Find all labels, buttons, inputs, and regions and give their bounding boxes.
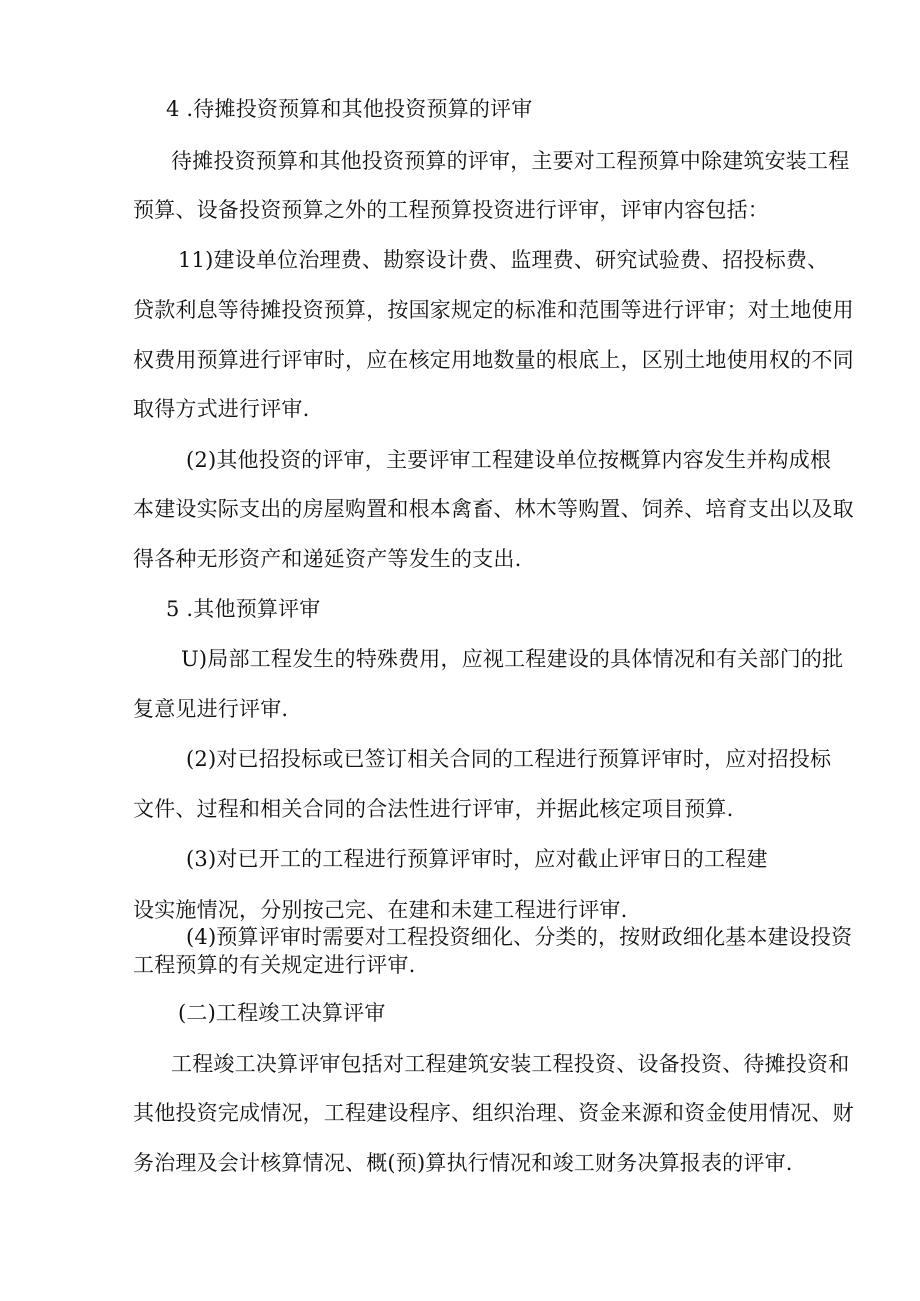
paragraph-line: 设实施情况，分别按己完、在建和未建工程进行评审. [133, 898, 628, 922]
paragraph-line: (2)对已招投标或已签订相关合同的工程进行预算评审时，应对招投标 [186, 747, 832, 771]
paragraph-line: (4)预算评审时需要对工程投资细化、分类的，按财政细化基本建设投资 [186, 925, 853, 949]
paragraph-line: 预算、设备投资预算之外的工程预算投资进行评审，评审内容包括： [133, 198, 769, 222]
paragraph-line: 本建设实际支出的房屋购置和根本禽畜、林木等购置、饲养、培育支出以及取 [133, 497, 854, 521]
paragraph-line: 文件、过程和相关合同的合法性进行评审，并据此核定项目预算. [133, 797, 734, 821]
paragraph-line: 待摊投资预算和其他投资预算的评审，主要对工程预算中除建筑安装工程 [171, 149, 850, 173]
paragraph-line: 工程竣工决算评审包括对工程建筑安装工程投资、设备投资、待摊投资和 [171, 1052, 850, 1076]
paragraph-line: 权费用预算进行评审时，应在核定用地数量的根底上，区别土地使用权的不同 [133, 348, 854, 372]
section-heading-4: 4 .待摊投资预算和其他投资预算的评审 [166, 97, 533, 121]
paragraph-line: 取得方式进行评审. [133, 397, 310, 421]
paragraph-line: (3)对已开工的工程进行预算评审时，应对截止评审日的工程建 [186, 847, 768, 871]
paragraph-line: U)局部工程发生的特殊费用，应视工程建设的具体情况和有关部门的批 [181, 647, 844, 671]
paragraph-line: 复意见进行评审. [133, 697, 289, 721]
paragraph-line: 其他投资完成情况，工程建设程序、组织治理、资金来源和资金使用情况、财 [133, 1101, 854, 1125]
paragraph-line: 贷款利息等待摊投资预算，按国家规定的标准和范围等进行评审；对土地使用 [133, 298, 854, 322]
section-heading-5: 5 .其他预算评审 [166, 597, 321, 621]
paragraph-line: (2)其他投资的评审，主要评审工程建设单位按概算内容发生并构成根 [186, 448, 832, 472]
paragraph-line: 得各种无形资产和递延资产等发生的支出. [133, 547, 522, 571]
paragraph-line: 务治理及会计核算情况、概(预)算执行情况和竣工财务决算报表的评审. [133, 1151, 793, 1175]
section-heading-2: (二)工程竣工决算评审 [178, 1001, 386, 1025]
paragraph-line: 11)建设单位治理费、勘察设计费、监理费、研究试验费、招投标费、 [178, 248, 829, 272]
paragraph-line: 工程预算的有关规定进行评审. [133, 953, 416, 977]
